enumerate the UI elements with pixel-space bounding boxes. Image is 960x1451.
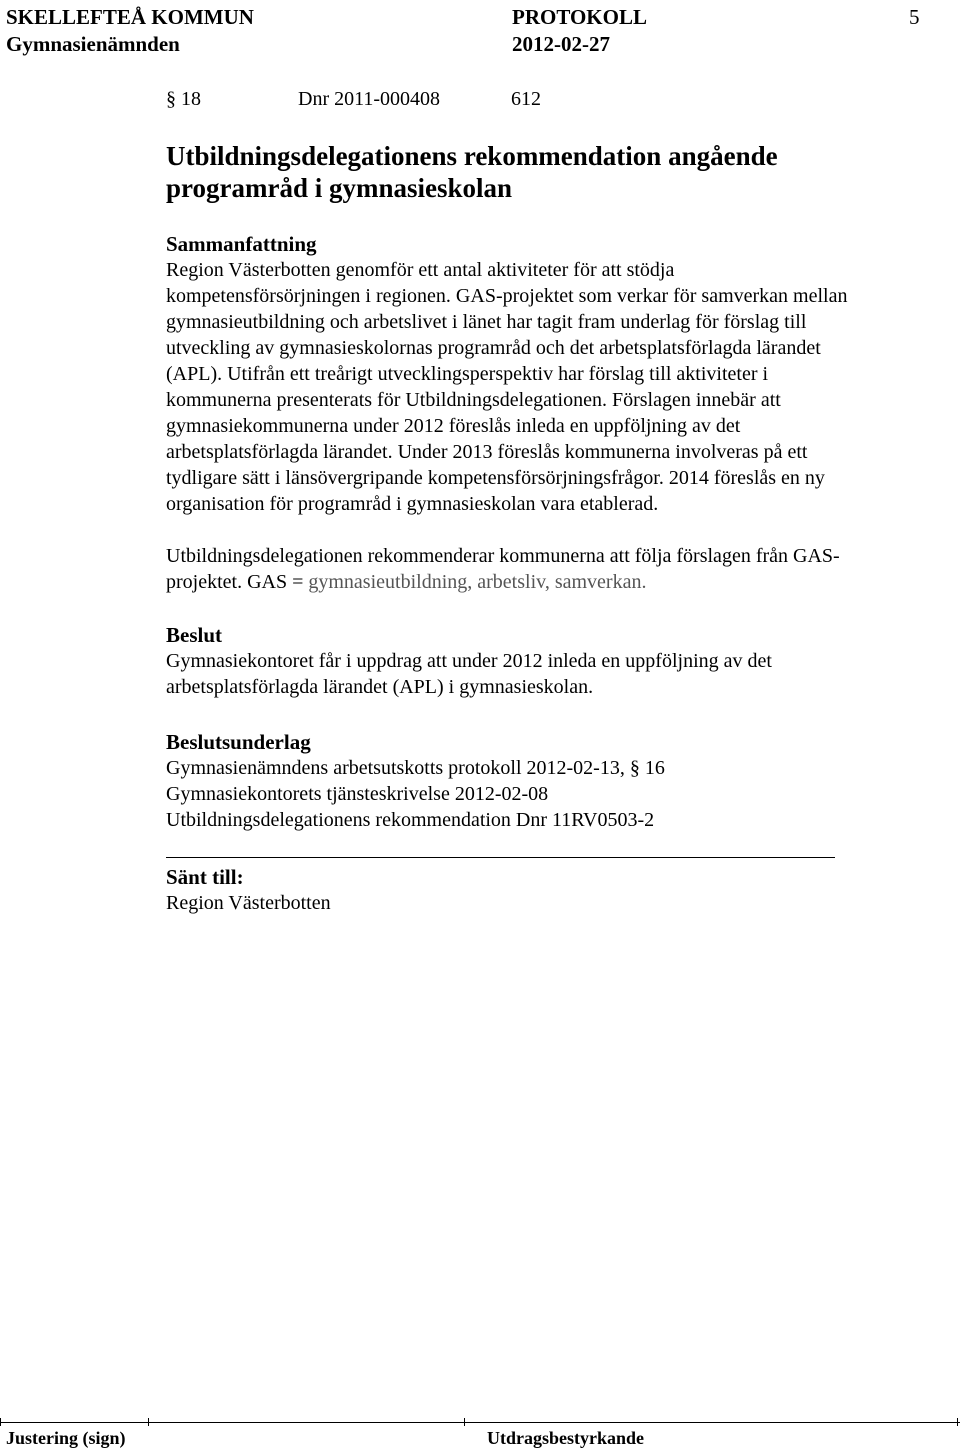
text-line: organisation för programråd i gymnasieskolan vara etablerad. xyxy=(166,493,659,515)
document-type: PROTOKOLL xyxy=(512,5,647,29)
text-line: utveckling av gymnasieskolornas programråd och det arbetsplatsförlagda lärandet xyxy=(166,337,821,359)
utdragsbestyrkande-label: Utdragsbestyrkande xyxy=(487,1428,645,1448)
text-line: gymnasieutbildning och arbetslivet i länet har tagit fram underlag för förslag till xyxy=(166,311,807,333)
beslut-heading: Beslut xyxy=(166,623,223,647)
page-number: 5 xyxy=(909,5,920,29)
justering-label: Justering (sign) xyxy=(6,1428,126,1448)
sant-till-heading: Sänt till: xyxy=(166,865,244,889)
text-line: gymnasiekommunerna under 2012 föreslås inleda en uppföljning av det xyxy=(166,415,741,437)
text-line: kompetensförsörjningen i regionen. GAS-projektet som verkar för samverkan mellan xyxy=(166,285,848,307)
text-line: Utbildningsdelegationen rekommenderar kommunerna att följa förslagen från GAS- xyxy=(166,545,840,567)
reference-item: Gymnasienämndens arbetsutskotts protokoll 2012-02-13, § 16 xyxy=(166,757,665,779)
footer-tick-left xyxy=(0,1418,7,1426)
text-line: Gymnasiekontoret får i uppdrag att under 2012 inleda en uppföljning av det xyxy=(166,650,772,672)
case-code: 612 xyxy=(511,88,541,110)
text-line: kommunerna presenterats för Utbildningsdelegationen. Förslagen innebär att xyxy=(166,389,781,411)
recommendation-text xyxy=(166,543,926,595)
beslut-text xyxy=(166,648,926,700)
text-line xyxy=(166,569,926,595)
text-line: Region Västerbotten genomför ett antal aktiviteter för att stödja xyxy=(166,259,675,281)
footer-tick-utdrag xyxy=(464,1418,465,1426)
committee-name: Gymnasienämnden xyxy=(6,32,180,56)
reference-item: Utbildningsdelegationens rekommendation Dnr 11RV0503-2 xyxy=(166,809,655,831)
beslutsunderlag-heading: Beslutsunderlag xyxy=(166,730,311,754)
org-name: SKELLEFTEÅ KOMMUN xyxy=(6,5,254,29)
recipient: Region Västerbotten xyxy=(166,892,331,914)
footer-tick-right xyxy=(957,1418,958,1426)
text-line: arbetsplatsförlagda lärandet. Under 2013 föreslås kommunerna involveras på ett xyxy=(166,441,808,463)
title-line: Utbildningsdelegationens rekommendation angående xyxy=(166,141,778,171)
meeting-date: 2012-02-27 xyxy=(512,32,610,56)
case-dnr: Dnr 2011-000408 xyxy=(298,88,441,110)
text-line: arbetsplatsförlagda lärandet (APL) i gymnasieskolan. xyxy=(166,676,594,698)
sammanfattning-text xyxy=(166,257,926,517)
text-line: tydligare sätt i länsövergripande kompetensförsörjningsfrågor. 2014 föreslås en ny xyxy=(166,467,825,489)
section-divider xyxy=(166,857,835,858)
gas-definition: gymnasieutbildning, arbetsliv, samverkan. xyxy=(308,571,647,593)
footer-tick-mid xyxy=(148,1418,149,1426)
text-segment: projektet. GAS = xyxy=(166,571,309,593)
title-line: programråd i gymnasieskolan xyxy=(166,173,513,203)
footer-rule xyxy=(0,1422,960,1423)
sammanfattning-heading: Sammanfattning xyxy=(166,232,317,256)
text-line: (APL). Utifrån ett treårigt utvecklingsperspektiv har förslag till aktiviteter i xyxy=(166,363,769,385)
paragraph-number: § 18 xyxy=(166,88,201,110)
document-title xyxy=(166,140,926,204)
reference-item: Gymnasiekontorets tjänsteskrivelse 2012-02-08 xyxy=(166,783,549,805)
beslutsunderlag-list xyxy=(166,755,926,833)
